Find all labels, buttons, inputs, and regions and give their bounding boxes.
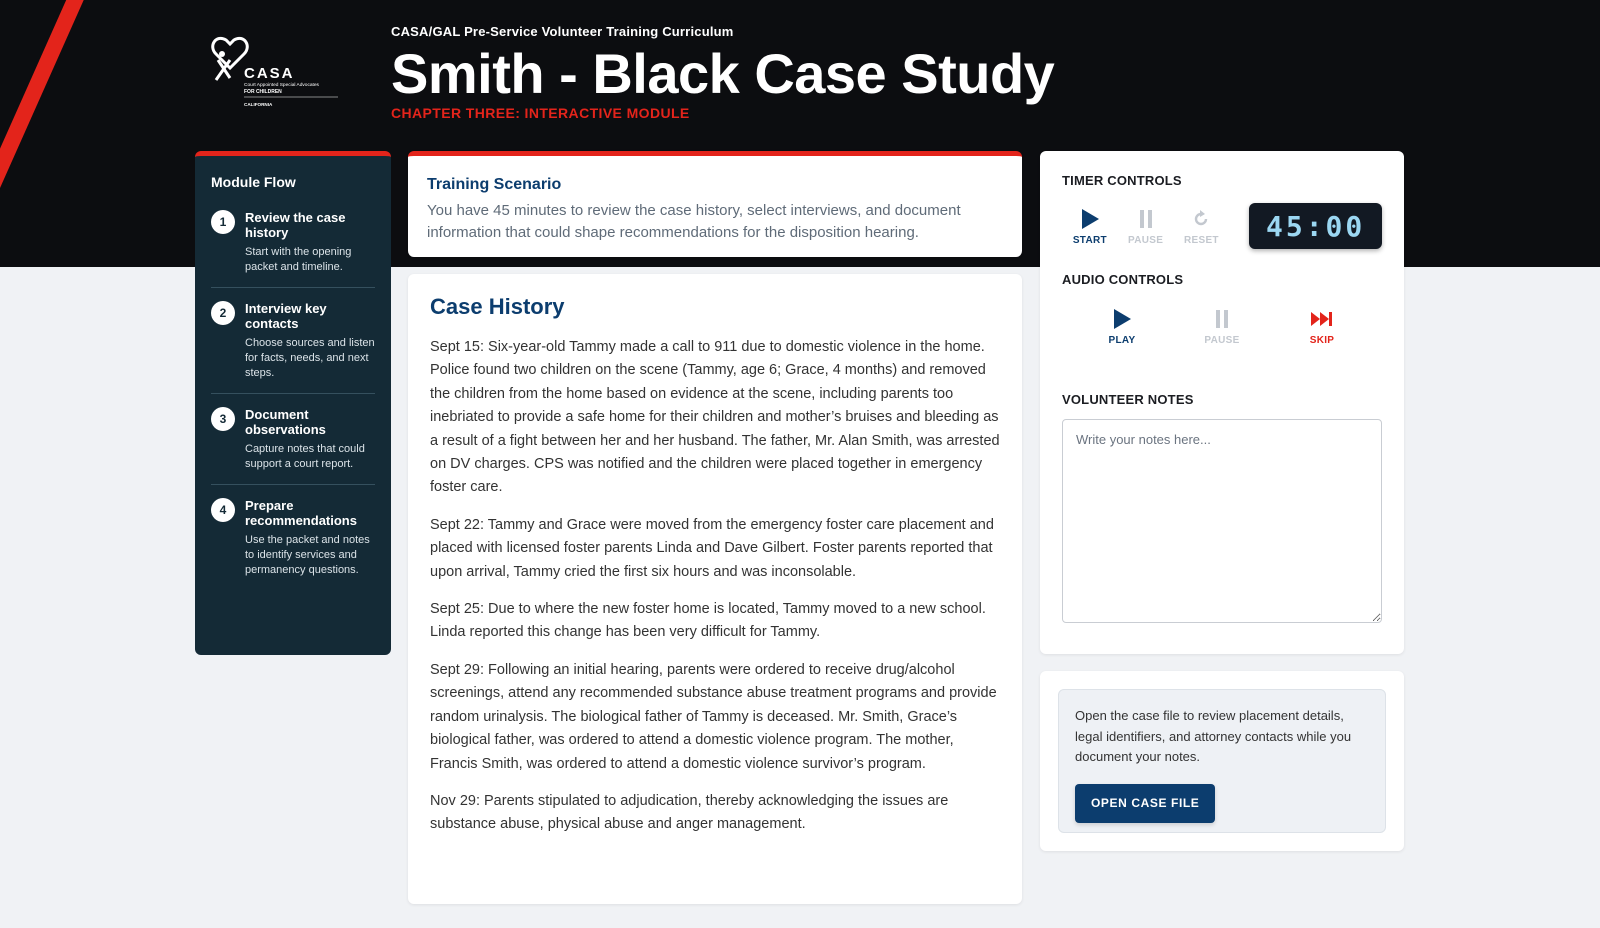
audio-controls-label: AUDIO CONTROLS <box>1062 272 1184 287</box>
step-number-badge: 1 <box>211 210 235 234</box>
step-title: Interview key contacts <box>245 301 327 331</box>
timer-controls-label: TIMER CONTROLS <box>1062 173 1182 188</box>
play-icon <box>1080 207 1100 231</box>
header-text <box>391 24 1054 121</box>
step-description: Start with the opening packet and timeline. <box>245 246 352 273</box>
step-title: Prepare recommendations <box>245 498 357 528</box>
pause-icon <box>1139 207 1153 231</box>
step-number-badge: 3 <box>211 407 235 431</box>
case-history-title: Case History <box>430 294 565 319</box>
casa-logo <box>208 34 348 114</box>
audio-skip-label: SKIP <box>1309 335 1335 346</box>
svg-text:CASA: CASA <box>244 65 295 82</box>
step-description: Choose sources and listen for facts, needs, and next steps. <box>245 337 375 379</box>
svg-text:CALIFORNIA: CALIFORNIA <box>244 102 273 107</box>
reset-icon <box>1192 207 1210 231</box>
timer-reset-button[interactable] <box>1174 207 1230 246</box>
case-history-card <box>408 274 1022 904</box>
svg-text:FOR CHILDREN: FOR CHILDREN <box>244 89 282 95</box>
module-flow-sidebar <box>195 151 391 655</box>
page-title: Smith - Black Case Study <box>391 42 1055 105</box>
volunteer-notes-label: VOLUNTEER NOTES <box>1062 392 1194 407</box>
scenario-text: You have 45 minutes to review the case history, select interviews, and document information that could shape recommendations for the disposition hearing. <box>427 202 961 241</box>
timer-pause-label: PAUSE <box>1128 234 1164 246</box>
audio-controls <box>1062 307 1382 346</box>
sidebar-step-recommendations <box>211 498 375 590</box>
step-description: Use the packet and notes to identify services and permanency questions. <box>245 534 370 576</box>
timer-start-label: START <box>1072 234 1107 246</box>
audio-skip-button[interactable] <box>1287 307 1357 346</box>
case-file-callout <box>1058 689 1386 833</box>
timer-controls <box>1062 202 1382 250</box>
red-diagonal-stripe <box>0 0 99 241</box>
svg-text:Court Appointed Special Advoca: Court Appointed Special Advocates <box>244 83 319 88</box>
timer-pause-button[interactable] <box>1118 207 1174 246</box>
case-file-text: Open the case file to review placement details, legal identifiers, and attorney contacts while you document your notes. <box>1075 708 1352 764</box>
step-description: Capture notes that could support a court report. <box>245 443 365 470</box>
volunteer-notes-input[interactable] <box>1062 419 1382 623</box>
controls-panel <box>1040 151 1404 654</box>
scenario-title: Training Scenario <box>427 176 562 193</box>
case-file-card <box>1040 671 1404 851</box>
case-history-entry: Sept 22: Tammy and Grace were moved from the emergency foster care placement and placed with licensed foster parents Linda and Dave Gilbert. Foster parents reported that upon arrival, Tammy cried the first six hours and was inconsolable. <box>430 516 994 580</box>
audio-pause-label: PAUSE <box>1204 335 1240 346</box>
case-history-entry: Sept 29: Following an initial hearing, parents were ordered to receive drug/alcohol screenings, attend any recommended substance abuse treatment programs and provide random urinalysis. The biological father of Tammy is deceased. Mr. Smith, Grace’s biological father, was ordered to attend a domestic violence program. The mother, Francis Smith, was ordered to attend a domestic violence survivor’s program. <box>430 661 997 772</box>
open-case-file-button[interactable]: OPEN CASE FILE <box>1075 784 1215 823</box>
audio-pause-button[interactable] <box>1187 307 1257 346</box>
audio-play-button[interactable] <box>1087 307 1157 346</box>
training-scenario-card <box>408 151 1022 257</box>
step-number-badge: 2 <box>211 301 235 325</box>
sidebar-step-document <box>211 407 375 485</box>
chapter-subtitle: CHAPTER THREE: INTERACTIVE MODULE <box>391 105 690 121</box>
play-icon <box>1112 307 1132 331</box>
timer-reset-label: RESET <box>1183 234 1219 246</box>
sidebar-title: Module Flow <box>211 174 296 190</box>
case-history-entry: Sept 15: Six-year-old Tammy made a call to 911 due to domestic violence in the home. Police found two children on the scene (Tammy, age 6; Grace, 4 months) and removed the children from the home based on evidence at the scene, including parents too inebriated to provide a safe home for their children and mother’s bruises and bleeding as a result of a fight between her and her husband. The father, Mr. Alan Smith, was arrested on DV charges. CPS was notified and the children were placed together in emergency foster care. <box>430 339 1000 496</box>
step-number-badge: 4 <box>211 498 235 522</box>
audio-play-label: PLAY <box>1108 335 1136 346</box>
timer-start-button[interactable] <box>1062 207 1118 246</box>
curriculum-kicker: CASA/GAL Pre-Service Volunteer Training Curriculum <box>391 24 734 39</box>
pause-icon <box>1215 307 1229 331</box>
sidebar-step-interview <box>211 301 375 394</box>
step-title: Review the case history <box>245 210 346 240</box>
timer-display: 45:00 <box>1249 203 1382 249</box>
case-history-entry: Sept 25: Due to where the new foster home is located, Tammy moved to a new school. Linda reported this change has been very difficult for Tammy. <box>430 601 986 641</box>
case-history-entry: Nov 29: Parents stipulated to adjudication, thereby acknowledging the issues are substance abuse, physical abuse and anger management. <box>430 792 949 833</box>
skip-forward-icon <box>1310 307 1334 331</box>
step-title: Document observations <box>245 407 326 437</box>
sidebar-step-review <box>211 210 375 288</box>
